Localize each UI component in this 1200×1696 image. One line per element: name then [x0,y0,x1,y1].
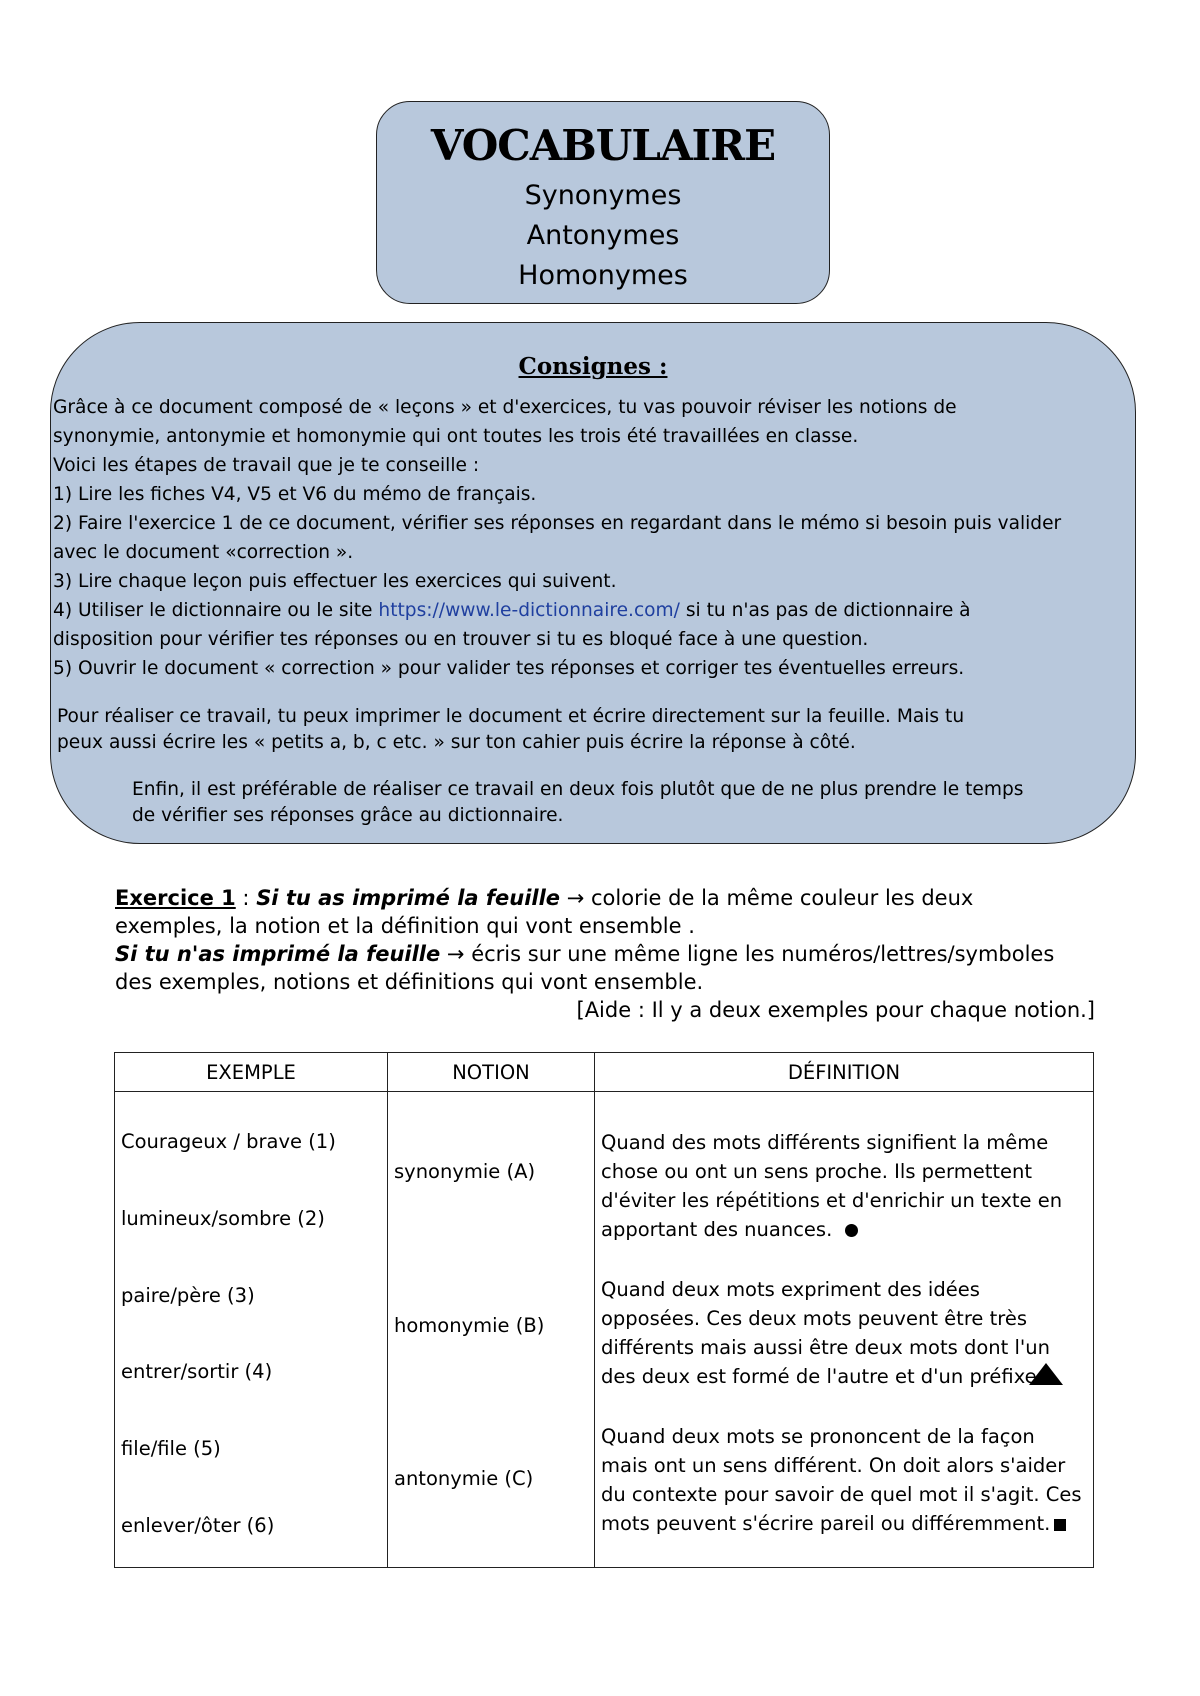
definition-line [601,1509,1085,1538]
notion-b: homonymie (B) [394,1314,545,1337]
definition-triangle [601,1275,1085,1391]
definition-square [601,1422,1085,1538]
subtitle-synonymes: Synonymes [524,180,682,211]
consignes-step-3: 3) Lire chaque leçon puis effectuer les exercices qui suivent. [53,571,617,592]
exemple-1: Courageux / brave (1) [121,1130,336,1153]
consignes-advice-line2: de vérifier ses réponses grâce au dictionnaire. [132,805,564,826]
definition-line: Quand deux mots se prononcent de la façon [601,1425,1035,1448]
consignes-title: Consignes : [518,353,668,380]
consignes-step-1: 1) Lire les fiches V4, V5 et V6 du mémo de français. [53,484,537,505]
consignes-advice-line1: Enfin, il est préférable de réaliser ce travail en deux fois plutôt que de ne plus prendre le temps [132,779,1024,800]
consignes-step-2: 2) Faire l'exercice 1 de ce document, vérifier ses réponses en regardant dans le mémo si besoin puis valider [53,513,1062,534]
definition-circle [601,1128,1085,1244]
consignes-print-line1: Pour réaliser ce travail, tu peux imprimer le document et écrire directement sur la feuille. Mais tu [57,706,965,727]
consignes-line: Grâce à ce document composé de « leçons » et d'exercices, tu vas pouvoir réviser les notions de [53,397,957,418]
table-row [115,1092,1094,1568]
subtitle-homonymes: Homonymes [518,260,688,291]
definition-text: apportant des nuances. [601,1218,833,1241]
consignes-line: synonymie, antonymie et homonymie qui ont toutes les trois été travaillées en classe. [53,426,859,447]
page-title: VOCABULAIRE [430,121,776,170]
exercise-case2: Si tu n'as imprimé la feuille [115,942,441,966]
definition-line: mais ont un sens différent. On doit alors s'aider [601,1454,1066,1477]
definition-line: d'éviter les répétitions et d'enrichir un texte en [601,1189,1063,1212]
exercise-line-2: exemples, la notion et la définition qui vont ensemble . [115,914,695,938]
notion-cell [388,1092,595,1568]
exemple-4: entrer/sortir (4) [121,1360,273,1383]
square-icon [1054,1519,1066,1531]
col-header-notion: NOTION [388,1053,595,1092]
exercise-line-3 [115,940,1095,968]
consignes-line: Voici les étapes de travail que je te conseille : [53,455,480,476]
notion-a: synonymie (A) [394,1160,536,1183]
exemple-2: lumineux/sombre (2) [121,1207,325,1230]
consignes-step-5: 5) Ouvrir le document « correction » pour valider tes réponses et corriger tes éventuelles erreurs. [53,658,965,679]
exercise-case1: Si tu as imprimé la feuille [256,886,561,910]
consignes-box [50,322,1136,844]
consignes-body [53,393,1133,829]
col-header-exemple: EXEMPLE [115,1053,388,1092]
consignes-step-4-cont: disposition pour vérifier tes réponses ou en trouver si tu es bloqué face à une question. [53,629,869,650]
exercise-label: Exercice 1 [115,886,236,910]
exercise-aide: [Aide : Il y a deux exemples pour chaque notion.] [576,998,1095,1022]
definition-line: du contexte pour savoir de quel mot il s'agit. Ces [601,1483,1082,1506]
definition-line: différents mais aussi être deux mots dont l'un [601,1336,1050,1359]
exercise-sep: : [235,886,257,910]
step4-text: 4) Utiliser le dictionnaire ou le site [53,600,379,621]
notion-c: antonymie (C) [394,1467,534,1490]
exemple-6: enlever/ôter (6) [121,1514,275,1537]
circle-icon [845,1224,858,1237]
definition-line: Quand des mots différents signifient la même [601,1131,1049,1154]
exercise-case1-text: → colorie de la même couleur les deux [560,886,974,910]
exercise-instructions [115,884,1095,1024]
consignes-step-2-cont: avec le document «correction ». [53,542,354,563]
table-header-row [115,1053,1094,1092]
definition-line: opposées. Ces deux mots peuvent être très [601,1307,1027,1330]
definition-line [601,1362,1085,1391]
step4-text-after: si tu n'as pas de dictionnaire à [679,600,971,621]
definition-cell [595,1092,1094,1568]
exemple-5: file/file (5) [121,1437,221,1460]
triangle-icon [1029,1363,1063,1385]
title-box [376,101,830,304]
definition-line [601,1215,1085,1244]
exercise-table [114,1052,1094,1568]
definition-line: Quand deux mots expriment des idées [601,1278,980,1301]
definition-text: des deux est formé de l'autre et d'un préfixe [601,1365,1037,1388]
exercise-line-4: des exemples, notions et définitions qui vont ensemble. [115,970,704,994]
exercise-line-1 [115,884,1095,912]
consignes-print-line2: peux aussi écrire les « petits a, b, c etc. » sur ton cahier puis écrire la réponse à côté. [57,732,856,753]
consignes-step-4 [53,596,1133,625]
exemple-cell [115,1092,388,1568]
subtitle-antonymes: Antonymes [526,220,680,251]
col-header-definition: DÉFINITION [595,1053,1094,1092]
exercise-case2-text: → écris sur une même ligne les numéros/lettres/symboles [440,942,1055,966]
dictionary-link[interactable]: https://www.le-dictionnaire.com/ [378,600,680,621]
definition-text: mots peuvent s'écrire pareil ou différemment. [601,1512,1051,1535]
exemple-3: paire/père (3) [121,1284,255,1307]
definition-line: chose ou ont un sens proche. Ils permettent [601,1160,1033,1183]
